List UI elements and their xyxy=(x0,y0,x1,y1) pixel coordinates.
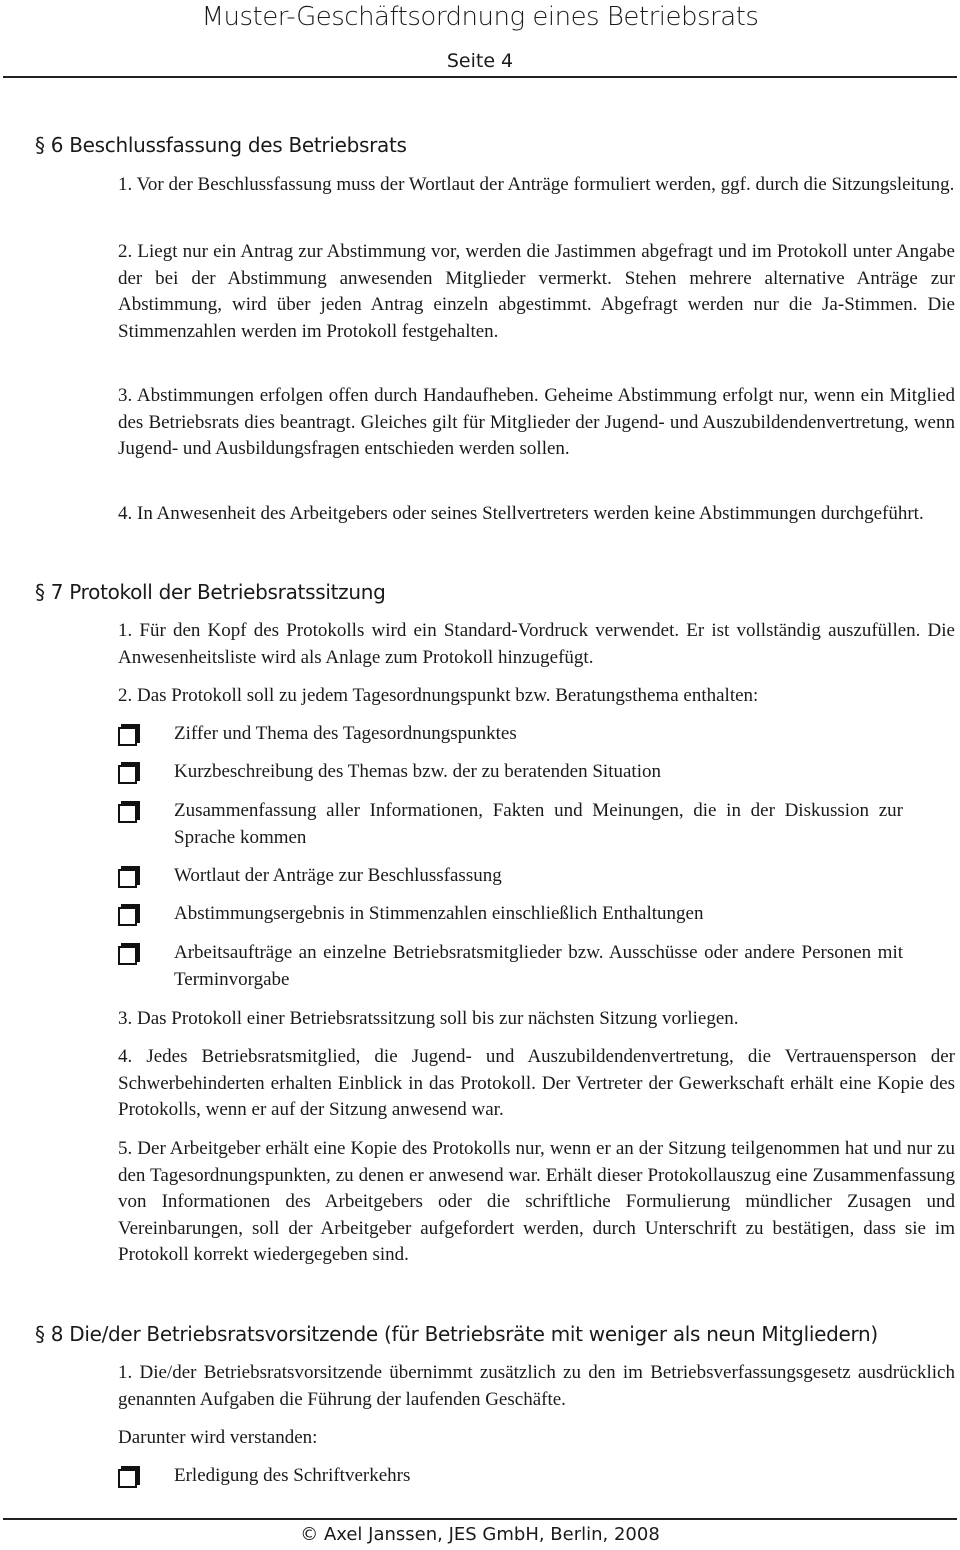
page-number: Seite 4 xyxy=(446,50,514,72)
list-item: Arbeitsaufträge an einzelne Betriebsratsmitglieder bzw. Ausschüsse oder andere Personen mit Terminvorgabe xyxy=(118,940,903,993)
paragraph: Darunter wird verstanden: xyxy=(118,1427,318,1448)
list-item: Zusammenfassung aller Informationen, Fakten und Meinungen, die in der Diskussion zur Sprache kommen xyxy=(118,798,903,851)
paragraph: 2. Liegt nur ein Antrag zur Abstimmung vor, werden die Jastimmen abgefragt und im Protokoll unter Angabe der bei der Abstimmung anwesenden Mitglieder vermerkt. Stehen mehrere alternative Anträge zur Abstimmung, wird über jeden Antrag einzeln abgestimmt. Abgefragt werden nur die Ja-Stimmen. Die Stimmenzahlen werden im Protokoll festgehalten. xyxy=(118,241,955,342)
checkbox-bullet-icon xyxy=(118,1469,137,1488)
checkbox-bullet-icon xyxy=(118,869,137,888)
list-item: Ziffer und Thema des Tagesordnungspunktes xyxy=(118,721,903,748)
paragraph: 3. Abstimmungen erfolgen offen durch Handaufheben. Geheime Abstimmung erfolgt nur, wenn ein Mitglied des Betriebsrats dies beantragt. Gleiches gilt für Mitglieder der Jugend- und Auszubildendenvertretung, wenn Jugend- und Ausbildungsfragen entschieden werden sollen. xyxy=(118,385,955,460)
list-item: Abstimmungsergebnis in Stimmenzahlen einschließlich Enthaltungen xyxy=(118,901,903,928)
paragraph: 4. Jedes Betriebsratsmitglied, die Jugend- und Auszubildendenvertretung, die Vertrauensperson der Schwerbehinderten erhalten Einblick in das Protokoll. Der Vertreter der Gewerkschaft erhält eine Kopie des Protokolls, wenn er auf der Sitzung anwesend war. xyxy=(118,1046,955,1121)
document-title: Muster-Geschäftsordnung eines Betriebsrats xyxy=(201,2,759,32)
paragraph: 1. Die/der Betriebsratsvorsitzende übernimmt zusätzlich zu den im Betriebsverfassungsgesetz ausdrücklich genannten Aufgaben die Führung der laufenden Geschäfte. xyxy=(118,1362,955,1410)
header-divider xyxy=(3,76,957,78)
checkbox-bullet-icon xyxy=(118,946,137,965)
paragraph: 1. Für den Kopf des Protokolls wird ein Standard-Vordruck verwendet. Er ist vollständig auszufüllen. Die Anwesenheitsliste wird als Anlage zum Protokoll hinzugefügt. xyxy=(118,620,955,668)
checkbox-bullet-icon xyxy=(118,907,137,926)
section-6-heading: § 6 Beschlussfassung des Betriebsrats xyxy=(35,133,407,157)
checkbox-bullet-icon xyxy=(118,727,137,746)
checkbox-bullet-icon xyxy=(118,765,137,784)
section-8-heading: § 8 Die/der Betriebsratsvorsitzende (für Betriebsräte mit weniger als neun Mitgliedern) xyxy=(35,1322,878,1346)
paragraph: 4. In Anwesenheit des Arbeitgebers oder seines Stellvertreters werden keine Abstimmungen durchgeführt. xyxy=(118,503,924,524)
paragraph: 2. Das Protokoll soll zu jedem Tagesordnungspunkt bzw. Beratungsthema enthalten: xyxy=(118,685,759,706)
checkbox-bullet-icon xyxy=(118,804,137,823)
list-item: Erledigung des Schriftverkehrs xyxy=(118,1463,903,1490)
list-item: Wortlaut der Anträge zur Beschlussfassung xyxy=(118,863,903,890)
footer-copyright: © Axel Janssen, JES GmbH, Berlin, 2008 xyxy=(300,1524,660,1545)
paragraph: 3. Das Protokoll einer Betriebsratssitzung soll bis zur nächsten Sitzung vorliegen. xyxy=(118,1008,739,1029)
list-item: Kurzbeschreibung des Themas bzw. der zu beratenden Situation xyxy=(118,759,903,786)
paragraph: 5. Der Arbeitgeber erhält eine Kopie des Protokolls nur, wenn er an der Sitzung teilgenommen hat und nur zu den Tagesordnungspunkten, zu denen er anwesend war. Erhält dieser Protokollauszug eine Zusammenfassung von Informationen des Arbeitgebers oder die schriftliche Formulierung mündlicher Zusagen und Vereinbarungen, soll der Arbeitgeber aufgefordert werden, durch Unterschrift zu bestätigen, dass sie im Protokoll korrekt wiedergegeben sind. xyxy=(118,1138,955,1266)
paragraph: 1. Vor der Beschlussfassung muss der Wortlaut der Anträge formuliert werden, ggf. durch die Sitzungsleitung. xyxy=(118,174,955,195)
footer-divider xyxy=(3,1518,957,1520)
section-7-heading: § 7 Protokoll der Betriebsratssitzung xyxy=(35,580,386,604)
